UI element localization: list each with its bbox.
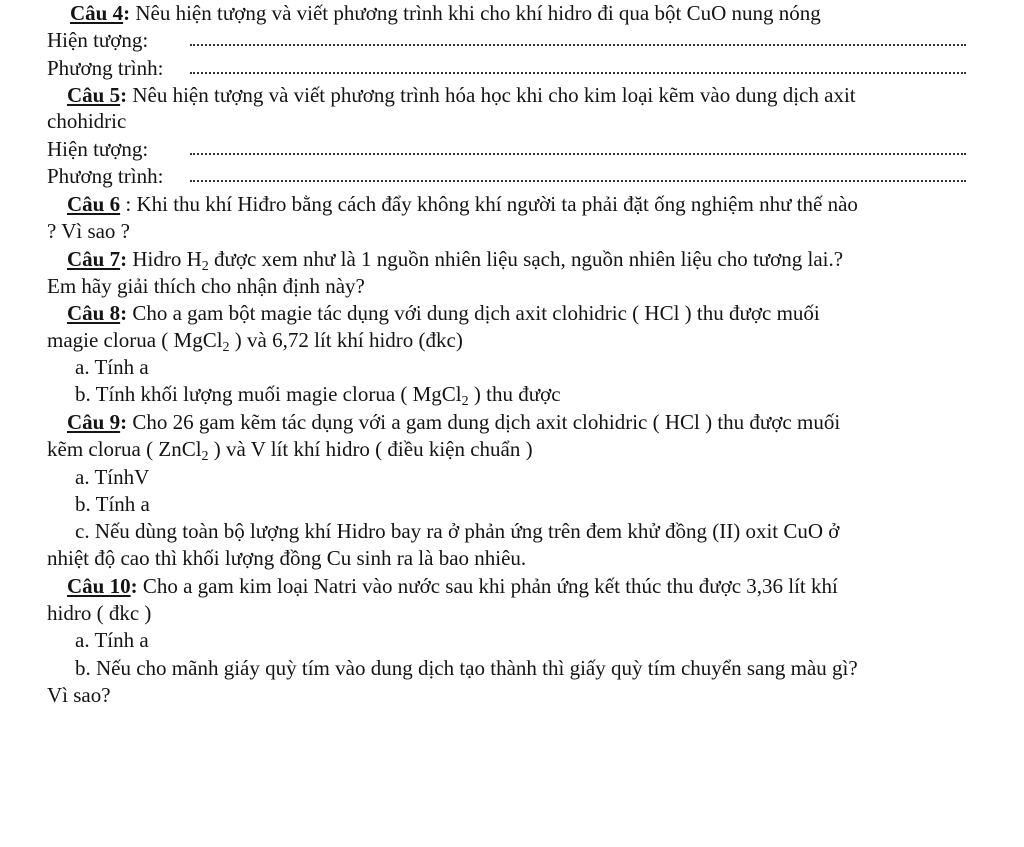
q4-text: Nêu hiện tượng và viết phương trình khi cho khí hidro đi qua bột CuO nung nóng [130, 1, 821, 25]
q6-text-line1: : Khi thu khí Hiđro bằng cách đẩy không khí người ta phải đặt ống nghiệm như thế nào [120, 192, 858, 216]
q5-phenomenon-answer-line[interactable] [190, 151, 966, 155]
q9-text-line1: Cho 26 gam kẽm tác dụng với a gam dung dịch axit clohidric ( HCl ) thu được muối [127, 410, 841, 434]
q8-part-b-subscript: 2 [461, 394, 469, 409]
q4-phenomenon-answer-line[interactable] [190, 42, 966, 46]
q9-line2 [47, 436, 533, 462]
q8-part-b-a: b. Tính khối lượng muối magie clorua ( MgCl [75, 382, 462, 406]
q10-part-b-line1: b. Nếu cho mãnh giáy quỳ tím vào dung dịch tạo thành thì giấy quỳ tím chuyển sang màu gì? [75, 656, 858, 680]
q9-label: Câu 9 [67, 410, 121, 434]
q5-text-line1: Nêu hiện tượng và viết phương trình hóa học khi cho kim loại kẽm vào dung dịch axit [127, 83, 856, 107]
q5-label: Câu 5 [67, 83, 121, 107]
q6-label: Câu 6 [67, 192, 121, 216]
q9-line1: Câu 9: Cho 26 gam kẽm tác dụng với a gam dung dịch axit clohidric ( HCl ) thu được muối [67, 410, 841, 434]
q8-line2-a: magie clorua ( MgCl [47, 328, 223, 352]
q8-label: Câu 8 [67, 301, 121, 325]
q8-part-b [75, 381, 561, 407]
q8-line2 [47, 327, 463, 353]
q8-part-b-b: ) thu được [468, 382, 561, 406]
q8-line2-subscript: 2 [222, 340, 230, 355]
q6-line1 [67, 191, 858, 217]
q7-line1: Câu 7: Hidro $H_2$ được xem như là 1 nguồn nhiên liệu sạch, nguồn nhiên liệu cho tương lai.? [67, 247, 844, 274]
q10-line1: Câu 10: Cho a gam kim loại Natri vào nước sau khi phản ứng kết thúc thu được 3,36 lít khí [67, 574, 838, 598]
q5-equation-answer-line[interactable] [190, 178, 966, 182]
q4-label: Câu 4 [70, 1, 124, 25]
q6-text-line2: ? Vì sao ? [47, 219, 131, 243]
q8-part-a: a. Tính a [75, 355, 149, 379]
q5-phenomenon-label: Hiện tượng: [47, 137, 149, 161]
q7-text-b: được xem như là 1 nguồn nhiên liệu sạch, nguồn nhiên liệu cho tương lai.? [208, 247, 844, 271]
q4-equation-label: Phương trình: [47, 56, 164, 80]
q9-part-a: a. TínhV [75, 465, 150, 489]
q7-label: Câu 7 [67, 247, 121, 271]
q10-label: Câu 10 [67, 574, 131, 598]
q8-line2-b: ) và 6,72 lít khí hidro (đkc) [229, 328, 463, 352]
q5-line1: Câu 5: Nêu hiện tượng và viết phương trình hóa học khi cho kim loại kẽm vào dung dịch axit [67, 83, 856, 107]
q10-text-line1: Cho a gam kim loại Natri vào nước sau khi phản ứng kết thúc thu được 3,36 lít khí [137, 574, 838, 598]
q9-line2-a: kẽm clorua ( ZnCl [47, 437, 202, 461]
q10-part-b-line2: Vì sao? [47, 683, 111, 707]
q9-line2-subscript: 2 [201, 449, 209, 464]
q8-text-line1: Cho a gam bột magie tác dụng với dung dịch axit clohidric ( HCl ) thu được muối [127, 301, 820, 325]
q7-text-a: Hidro H [127, 247, 202, 271]
q9-part-b: b. Tính a [75, 492, 150, 516]
q7-subscript: 2 [201, 259, 209, 274]
q10-part-a: a. Tính a [75, 628, 149, 652]
q8-line1: Câu 8: Cho a gam bột magie tác dụng với dung dịch axit clohidric ( HCl ) thu được muối [67, 301, 820, 325]
q5-text-line2: chohidric [47, 109, 127, 133]
q4-line1: Câu 4: Nêu hiện tượng và viết phương trình khi cho khí hidro đi qua bột CuO nung nóng [70, 1, 821, 25]
q5-equation-label: Phương trình: [47, 164, 164, 188]
q10-text-line2: hidro ( đkc ) [47, 601, 152, 625]
q7-text-line2: Em hãy giải thích cho nhận định này? [47, 274, 365, 298]
q4-equation-answer-line[interactable] [190, 70, 966, 74]
q9-part-c-line1: c. Nếu dùng toàn bộ lượng khí Hidro bay ra ở phản ứng trên đem khử đồng (II) oxit CuO ở [75, 519, 840, 543]
q9-part-c-line2: nhiệt độ cao thì khối lượng đồng Cu sinh ra là bao nhiêu. [47, 546, 527, 570]
q9-line2-b: ) và V lít khí hidro ( điều kiện chuẩn ) [208, 437, 533, 461]
q4-phenomenon-label: Hiện tượng: [47, 28, 149, 52]
